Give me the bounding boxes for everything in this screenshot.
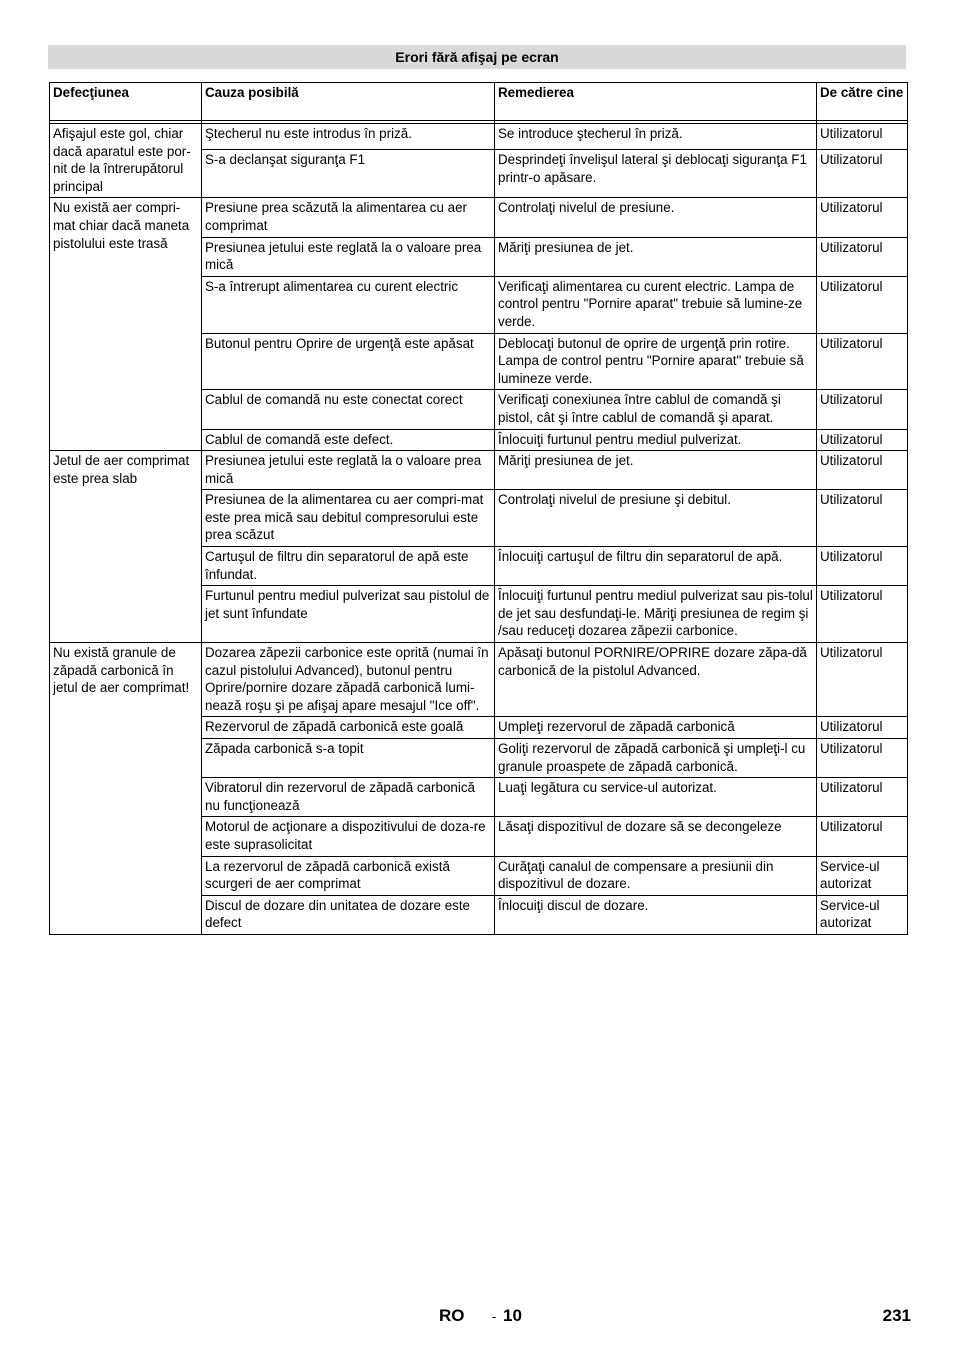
who-cell: Utilizatorul bbox=[817, 739, 908, 778]
remedy-cell: Umpleţi rezervorul de zăpadă carbonică bbox=[495, 717, 817, 739]
remedy-cell: Înlocuiţi discul de dozare. bbox=[495, 895, 817, 934]
table-header-row bbox=[50, 83, 908, 121]
defect-cell: Nu există granule de zăpadă carbonică în jetul de aer comprimat! bbox=[50, 643, 202, 935]
cause-cell: Cablul de comandă nu este conectat corect bbox=[202, 390, 495, 429]
cause-cell: Cablul de comandă este defect. bbox=[202, 429, 495, 451]
who-cell: Utilizatorul bbox=[817, 586, 908, 643]
who-cell: Service-ul autorizat bbox=[817, 895, 908, 934]
who-cell: Utilizatorul bbox=[817, 150, 908, 198]
section-title: Erori fără afişaj pe ecran bbox=[48, 45, 906, 69]
cause-cell: S-a întrerupt alimentarea cu curent electric bbox=[202, 276, 495, 333]
footer-page-number: 231 bbox=[882, 1306, 911, 1325]
table-body bbox=[50, 124, 908, 935]
who-cell: Utilizatorul bbox=[817, 643, 908, 717]
who-cell: Utilizatorul bbox=[817, 390, 908, 429]
cause-cell: Dozarea zăpezii carbonice este oprită (numai în cazul pistolului Advanced), butonul pentru Oprire/pornire dozare zăpadă carbonică lumi-nează roşu şi pe afişaj apare mesajul "Ice off". bbox=[202, 643, 495, 717]
error-table bbox=[49, 82, 908, 935]
remedy-cell: Curăţaţi canalul de compensare a presiunii din dispozitivul de dozare. bbox=[495, 856, 817, 895]
footer-section-page: 10 bbox=[503, 1306, 522, 1325]
who-cell: Utilizatorul bbox=[817, 124, 908, 150]
cause-cell: Presiunea jetului este reglată la o valoare prea mică bbox=[202, 237, 495, 276]
cause-cell: Vibratorul din rezervorul de zăpadă carbonică nu funcţionează bbox=[202, 778, 495, 817]
remedy-cell: Se introduce ştecherul în priză. bbox=[495, 124, 817, 150]
remedy-cell: Lăsaţi dispozitivul de dozare să se decongeleze bbox=[495, 817, 817, 856]
footer-language: RO bbox=[439, 1306, 465, 1325]
footer-dash: - bbox=[492, 1309, 497, 1324]
cause-cell: Rezervorul de zăpadă carbonică este goală bbox=[202, 717, 495, 739]
remedy-cell: Luaţi legătura cu service-ul autorizat. bbox=[495, 778, 817, 817]
who-cell: Utilizatorul bbox=[817, 276, 908, 333]
remedy-cell: Măriţi presiunea de jet. bbox=[495, 237, 817, 276]
who-cell: Utilizatorul bbox=[817, 333, 908, 390]
remedy-cell: Înlocuiţi furtunul pentru mediul pulverizat. bbox=[495, 429, 817, 451]
remedy-cell: Controlaţi nivelul de presiune şi debitul. bbox=[495, 490, 817, 547]
remedy-cell: Desprindeţi învelişul lateral şi deblocaţi siguranţa F1 printr-o apăsare. bbox=[495, 150, 817, 198]
cause-cell: Presiunea jetului este reglată la o valoare prea mică bbox=[202, 451, 495, 490]
who-cell: Service-ul autorizat bbox=[817, 856, 908, 895]
remedy-cell: Înlocuiţi cartuşul de filtru din separatorul de apă. bbox=[495, 547, 817, 586]
who-cell: Utilizatorul bbox=[817, 778, 908, 817]
remedy-cell: Înlocuiţi furtunul pentru mediul pulverizat sau pis-tolul de jet sau desfundaţi-le. Măriţi presiunea de regim şi /sau reduceţi dozarea zăpezii carbonice. bbox=[495, 586, 817, 643]
table-row bbox=[50, 643, 908, 717]
cause-cell: Cartuşul de filtru din separatorul de apă este înfundat. bbox=[202, 547, 495, 586]
who-cell: Utilizatorul bbox=[817, 817, 908, 856]
remedy-cell: Goliţi rezervorul de zăpadă carbonică şi umpleţi-l cu granule proaspete de zăpadă carbonică. bbox=[495, 739, 817, 778]
who-cell: Utilizatorul bbox=[817, 490, 908, 547]
header-remedy: Remedierea bbox=[495, 83, 817, 121]
who-cell: Utilizatorul bbox=[817, 451, 908, 490]
cause-cell: Discul de dozare din unitatea de dozare este defect bbox=[202, 895, 495, 934]
defect-cell: Nu există aer compri-mat chiar dacă maneta pistolului este trasă bbox=[50, 198, 202, 451]
table-row bbox=[50, 451, 908, 490]
remedy-cell: Verificaţi conexiunea între cablul de comandă şi pistol, cât şi între cablul de comandă şi aparat. bbox=[495, 390, 817, 429]
remedy-cell: Deblocaţi butonul de oprire de urgenţă prin rotire. Lampa de control pentru "Pornire aparat" trebuie să lumineze verde. bbox=[495, 333, 817, 390]
who-cell: Utilizatorul bbox=[817, 429, 908, 451]
header-defect: Defecţiunea bbox=[50, 83, 202, 121]
cause-cell: Zăpada carbonică s-a topit bbox=[202, 739, 495, 778]
cause-cell: Motorul de acţionare a dispozitivului de doza-re este suprasolicitat bbox=[202, 817, 495, 856]
who-cell: Utilizatorul bbox=[817, 237, 908, 276]
cause-cell: Butonul pentru Oprire de urgenţă este apăsat bbox=[202, 333, 495, 390]
cause-cell: Presiune prea scăzută la alimentarea cu aer comprimat bbox=[202, 198, 495, 237]
header-who: De către cine bbox=[817, 83, 908, 121]
remedy-cell: Măriţi presiunea de jet. bbox=[495, 451, 817, 490]
remedy-cell: Apăsaţi butonul PORNIRE/OPRIRE dozare zăpa-dă carbonică de la pistolul Advanced. bbox=[495, 643, 817, 717]
defect-cell: Afişajul este gol, chiar dacă aparatul este por-nit de la întrerupătorul principal bbox=[50, 124, 202, 198]
header-cause: Cauza posibilă bbox=[202, 83, 495, 121]
cause-cell: La rezervorul de zăpadă carbonică există scurgeri de aer comprimat bbox=[202, 856, 495, 895]
who-cell: Utilizatorul bbox=[817, 717, 908, 739]
remedy-cell: Controlaţi nivelul de presiune. bbox=[495, 198, 817, 237]
cause-cell: Furtunul pentru mediul pulverizat sau pistolul de jet sunt înfundate bbox=[202, 586, 495, 643]
who-cell: Utilizatorul bbox=[817, 198, 908, 237]
cause-cell: Ştecherul nu este introdus în priză. bbox=[202, 124, 495, 150]
cause-cell: Presiunea de la alimentarea cu aer compri-mat este prea mică sau debitul compresorului este prea scăzut bbox=[202, 490, 495, 547]
defect-cell: Jetul de aer comprimat este prea slab bbox=[50, 451, 202, 643]
remedy-cell: Verificaţi alimentarea cu curent electric. Lampa de control pentru "Pornire aparat" trebuie să lumine-ze verde. bbox=[495, 276, 817, 333]
table-row bbox=[50, 124, 908, 150]
cause-cell: S-a declanşat siguranţa F1 bbox=[202, 150, 495, 198]
table-row bbox=[50, 198, 908, 237]
who-cell: Utilizatorul bbox=[817, 547, 908, 586]
